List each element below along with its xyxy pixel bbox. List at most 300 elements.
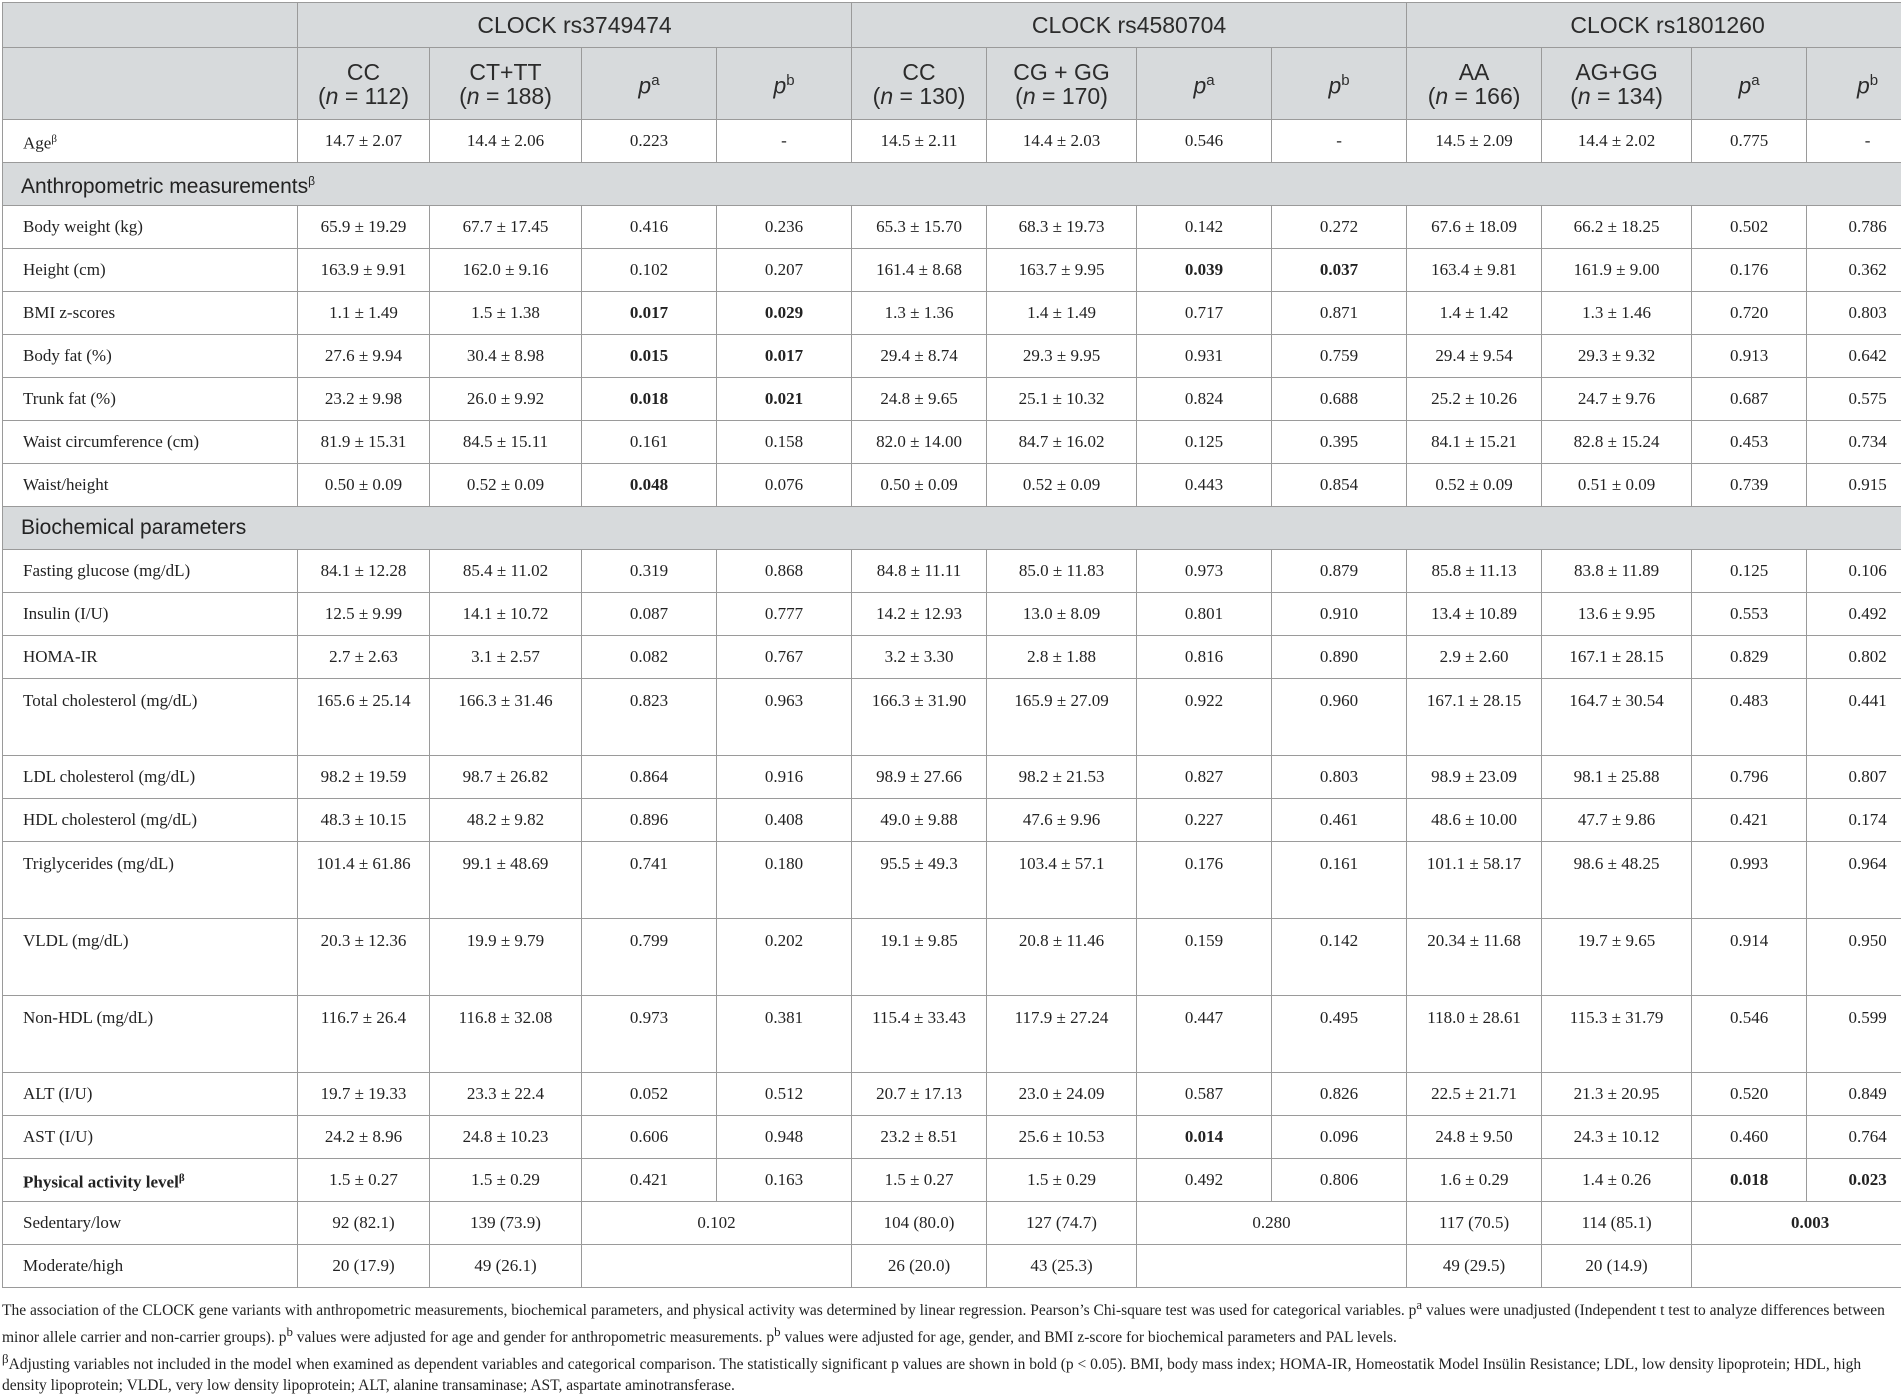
section-title — [3, 163, 1901, 206]
footnote-text-4: values were adjusted for age, gender, and BMI z-score for biochemical parameters and PAL levels. — [781, 1329, 1397, 1346]
p-value-cell: 0.039 — [1137, 249, 1272, 292]
row-label-text: Waist/height — [23, 475, 109, 494]
data-cell: 0.51 ± 0.09 — [1542, 464, 1692, 507]
p-value-cell: 0.688 — [1272, 378, 1407, 421]
p-value-cell: 0.492 — [1807, 593, 1901, 636]
data-cell: 25.2 ± 10.26 — [1407, 378, 1542, 421]
data-cell: 115.4 ± 33.43 — [852, 996, 987, 1073]
p-value-cell: 0.142 — [1272, 919, 1407, 996]
p-value-cell: 0.803 — [1807, 292, 1901, 335]
data-cell: 101.1 ± 58.17 — [1407, 842, 1542, 919]
p-value-cell: 0.014 — [1137, 1116, 1272, 1159]
p-value-cell: 0.964 — [1807, 842, 1901, 919]
table-row — [3, 378, 1901, 421]
p-value-cell: 0.082 — [582, 636, 717, 679]
table-row — [3, 421, 1901, 464]
p-value-cell: 0.052 — [582, 1073, 717, 1116]
p-value-cell: 0.687 — [1692, 378, 1807, 421]
p-value-cell: 0.272 — [1272, 206, 1407, 249]
genotype-label: CC — [902, 59, 935, 85]
row-label-text: Body weight (kg) — [23, 217, 143, 236]
p-value-cell: 0.606 — [582, 1116, 717, 1159]
p-value-cell: 0.786 — [1807, 206, 1901, 249]
p-value-cell: 0.408 — [717, 799, 852, 842]
p-value-cell: 0.096 — [1272, 1116, 1407, 1159]
header-corner-2 — [3, 48, 298, 120]
p-value-cell: 0.734 — [1807, 421, 1901, 464]
data-cell: 24.2 ± 8.96 — [298, 1116, 430, 1159]
row-label — [3, 996, 298, 1073]
table-body — [3, 120, 1901, 1288]
data-cell: 99.1 ± 48.69 — [430, 842, 582, 919]
row-label-text: Body fat (%) — [23, 346, 112, 365]
data-cell: 81.9 ± 15.31 — [298, 421, 430, 464]
p-value-cell: 0.890 — [1272, 636, 1407, 679]
row-label-text: Fasting glucose (mg/dL) — [23, 561, 190, 580]
data-cell: 14.4 ± 2.06 — [430, 120, 582, 163]
p-value-cell: 0.914 — [1692, 919, 1807, 996]
data-cell: 101.4 ± 61.86 — [298, 842, 430, 919]
row-label-text: Trunk fat (%) — [23, 389, 116, 408]
data-cell: 127 (74.7) — [987, 1202, 1137, 1245]
data-cell: 19.9 ± 9.79 — [430, 919, 582, 996]
row-label — [3, 919, 298, 996]
data-cell: 82.8 ± 15.24 — [1542, 421, 1692, 464]
table-row — [3, 842, 1901, 919]
data-cell: 164.7 ± 30.54 — [1542, 679, 1692, 756]
table-row — [3, 919, 1901, 996]
data-cell: 48.6 ± 10.00 — [1407, 799, 1542, 842]
n-symbol: n — [1578, 83, 1591, 109]
p-value-cell: 0.963 — [717, 679, 852, 756]
n-symbol: n — [1023, 83, 1036, 109]
p-value-cell: 0.319 — [582, 550, 717, 593]
data-cell: 20.7 ± 17.13 — [852, 1073, 987, 1116]
table-row — [3, 335, 1901, 378]
data-cell: 1.5 ± 1.38 — [430, 292, 582, 335]
data-cell: 161.9 ± 9.00 — [1542, 249, 1692, 292]
data-cell: 65.9 ± 19.29 — [298, 206, 430, 249]
p-value-cell: 0.018 — [1692, 1159, 1807, 1202]
row-label — [3, 799, 298, 842]
column-header — [717, 48, 852, 120]
table-row — [3, 1116, 1901, 1159]
p-value-cell: 0.142 — [1137, 206, 1272, 249]
p-value-cell: 0.922 — [1137, 679, 1272, 756]
table-row — [3, 1073, 1901, 1116]
p-value-cell: - — [1272, 120, 1407, 163]
data-cell: 65.3 ± 15.70 — [852, 206, 987, 249]
p-value-cell: 0.421 — [1692, 799, 1807, 842]
data-cell: 114 (85.1) — [1542, 1202, 1692, 1245]
data-cell: 27.6 ± 9.94 — [298, 335, 430, 378]
data-cell: 24.3 ± 10.12 — [1542, 1116, 1692, 1159]
data-cell: 139 (73.9) — [430, 1202, 582, 1245]
p-value-cell: 0.441 — [1807, 679, 1901, 756]
p-symbol: p — [638, 73, 651, 99]
column-header: CC (n = 112) — [298, 48, 430, 120]
p-symbol: p — [1857, 73, 1870, 99]
p-value-cell: 0.759 — [1272, 335, 1407, 378]
section-title-text: Biochemical parameters — [21, 516, 246, 539]
row-label-text: Physical activity level — [23, 1172, 179, 1191]
data-cell: 68.3 ± 19.73 — [987, 206, 1137, 249]
data-cell: 85.4 ± 11.02 — [430, 550, 582, 593]
data-cell: 14.4 ± 2.03 — [987, 120, 1137, 163]
p-value-cell: 0.176 — [1692, 249, 1807, 292]
section-title-text: Anthropometric measurements — [21, 175, 308, 198]
data-cell: 24.8 ± 9.65 — [852, 378, 987, 421]
group-header-rs4580704: CLOCK rs4580704 — [852, 3, 1407, 48]
p-value-cell: 0.223 — [582, 120, 717, 163]
p-value-cell: 0.796 — [1692, 756, 1807, 799]
p-value-cell: 0.720 — [1692, 292, 1807, 335]
data-cell: 49 (29.5) — [1407, 1245, 1542, 1288]
p-value-cell: 0.960 — [1272, 679, 1407, 756]
p-value-cell: 0.520 — [1692, 1073, 1807, 1116]
column-header: AG+GG (n = 134) — [1542, 48, 1692, 120]
group-header-rs3749474: CLOCK rs3749474 — [298, 3, 852, 48]
column-header: CT+TT (n = 188) — [430, 48, 582, 120]
p-value-cell: 0.916 — [717, 756, 852, 799]
p-value-cell: 0.453 — [1692, 421, 1807, 464]
data-cell: 98.2 ± 21.53 — [987, 756, 1137, 799]
genotype-label: CT+TT — [469, 59, 541, 85]
p-value-cell: 0.948 — [717, 1116, 852, 1159]
p-value-cell: 0.161 — [582, 421, 717, 464]
data-cell: 48.2 ± 9.82 — [430, 799, 582, 842]
data-cell: 92 (82.1) — [298, 1202, 430, 1245]
data-cell: 98.2 ± 19.59 — [298, 756, 430, 799]
p-value-cell: 0.799 — [582, 919, 717, 996]
p-value-cell: 0.777 — [717, 593, 852, 636]
p-value-cell: 0.125 — [1692, 550, 1807, 593]
p-value-cell: 0.163 — [717, 1159, 852, 1202]
p-symbol: p — [1193, 73, 1206, 99]
data-cell: 2.7 ± 2.63 — [298, 636, 430, 679]
header-corner — [3, 3, 298, 48]
p-value-cell: 0.018 — [582, 378, 717, 421]
column-header — [1137, 48, 1272, 120]
data-cell: 19.7 ± 19.33 — [298, 1073, 430, 1116]
p-value-cell: 0.816 — [1137, 636, 1272, 679]
section-header-row — [3, 163, 1901, 206]
p-value-cell: 0.395 — [1272, 421, 1407, 464]
p-value-cell: 0.421 — [582, 1159, 717, 1202]
p-value-cell — [1692, 1245, 1901, 1288]
table-row — [3, 206, 1901, 249]
data-cell: 19.1 ± 9.85 — [852, 919, 987, 996]
data-cell: 47.7 ± 9.86 — [1542, 799, 1692, 842]
p-value-cell: 0.207 — [717, 249, 852, 292]
data-cell: 116.7 ± 26.4 — [298, 996, 430, 1073]
row-label-text: BMI z-scores — [23, 303, 115, 322]
footnote-text-5: Adjusting variables not included in the model when examined as dependent variables and categorical comparison. The statistically significant p values are shown in bold (p < 0.05). BMI, body mass index; HOMA-IR, Homeostatik Model Insülin Resistance; LDL, low density lipoprotein; HDL, high density lipoprotein; VLDL, very low density lipoprotein; ALT, alanine transaminase; AST, aspartate aminotransferase. — [2, 1356, 1861, 1394]
p-superscript: a — [1206, 72, 1214, 89]
data-cell: 98.6 ± 48.25 — [1542, 842, 1692, 919]
row-label — [3, 1073, 298, 1116]
sample-size: 134 — [1617, 83, 1655, 109]
column-header: CG + GG (n = 170) — [987, 48, 1137, 120]
data-cell: 1.3 ± 1.46 — [1542, 292, 1692, 335]
p-value-cell: 0.023 — [1807, 1159, 1901, 1202]
data-cell: 163.9 ± 9.91 — [298, 249, 430, 292]
table-row — [3, 249, 1901, 292]
p-value-cell: 0.502 — [1692, 206, 1807, 249]
footnote-text-2: values were unadjusted (Independent t test to analyze differences between minor allele carrier and non-carrier groups). p — [2, 1302, 1885, 1346]
p-value-cell: 0.416 — [582, 206, 717, 249]
row-label — [3, 1159, 298, 1202]
p-value-cell: - — [1807, 120, 1901, 163]
data-cell: 95.5 ± 49.3 — [852, 842, 987, 919]
p-value-cell: 0.829 — [1692, 636, 1807, 679]
data-cell: 1.5 ± 0.27 — [298, 1159, 430, 1202]
data-cell: 0.52 ± 0.09 — [987, 464, 1137, 507]
data-cell: 1.5 ± 0.29 — [430, 1159, 582, 1202]
p-value-cell: 0.739 — [1692, 464, 1807, 507]
data-cell: 49.0 ± 9.88 — [852, 799, 987, 842]
p-value-cell: 0.854 — [1272, 464, 1407, 507]
data-cell: 2.8 ± 1.88 — [987, 636, 1137, 679]
p-value-cell: 0.587 — [1137, 1073, 1272, 1116]
p-superscript: a — [651, 72, 659, 89]
p-value-cell: 0.460 — [1692, 1116, 1807, 1159]
p-value-cell: - — [717, 120, 852, 163]
p-value-cell: 0.910 — [1272, 593, 1407, 636]
p-value-cell: 0.575 — [1807, 378, 1901, 421]
p-value-cell: 0.764 — [1807, 1116, 1901, 1159]
p-value-cell: 0.227 — [1137, 799, 1272, 842]
data-cell: 26.0 ± 9.92 — [430, 378, 582, 421]
p-value-cell: 0.102 — [582, 1202, 852, 1245]
row-label-text: VLDL (mg/dL) — [23, 931, 129, 950]
data-cell: 83.8 ± 11.89 — [1542, 550, 1692, 593]
genotype-label: CG + GG — [1013, 59, 1110, 85]
data-cell: 117 (70.5) — [1407, 1202, 1542, 1245]
footnote-sup-a: a — [1416, 1297, 1422, 1312]
data-cell: 163.7 ± 9.95 — [987, 249, 1137, 292]
data-cell: 82.0 ± 14.00 — [852, 421, 987, 464]
row-label — [3, 550, 298, 593]
data-cell: 84.5 ± 15.11 — [430, 421, 582, 464]
data-cell: 29.4 ± 8.74 — [852, 335, 987, 378]
row-label — [3, 120, 298, 163]
p-symbol: p — [1328, 73, 1341, 99]
p-value-cell: 0.106 — [1807, 550, 1901, 593]
data-cell: 98.9 ± 23.09 — [1407, 756, 1542, 799]
row-label — [3, 756, 298, 799]
p-value-cell: 0.546 — [1692, 996, 1807, 1073]
data-cell: 22.5 ± 21.71 — [1407, 1073, 1542, 1116]
data-cell: 161.4 ± 8.68 — [852, 249, 987, 292]
data-cell: 43 (25.3) — [987, 1245, 1137, 1288]
data-cell: 14.4 ± 2.02 — [1542, 120, 1692, 163]
p-value-cell: 0.741 — [582, 842, 717, 919]
table-row — [3, 756, 1901, 799]
data-cell: 98.7 ± 26.82 — [430, 756, 582, 799]
data-cell: 1.3 ± 1.36 — [852, 292, 987, 335]
p-value-cell: 0.037 — [1272, 249, 1407, 292]
row-label-text: Triglycerides (mg/dL) — [23, 854, 174, 873]
p-value-cell: 0.864 — [582, 756, 717, 799]
data-cell: 0.50 ± 0.09 — [298, 464, 430, 507]
table-figure — [2, 2, 1898, 1396]
row-label-text: Non-HDL (mg/dL) — [23, 1008, 153, 1027]
p-value-cell: 0.447 — [1137, 996, 1272, 1073]
p-value-cell: 0.553 — [1692, 593, 1807, 636]
table-row — [3, 679, 1901, 756]
column-header: AA (n = 166) — [1407, 48, 1542, 120]
p-value-cell: 0.512 — [717, 1073, 852, 1116]
p-value-cell: 0.973 — [1137, 550, 1272, 593]
row-label — [3, 842, 298, 919]
footnote-sup-b2: b — [774, 1324, 780, 1339]
section-header-row — [3, 507, 1901, 550]
p-value-cell: 0.802 — [1807, 636, 1901, 679]
table-row — [3, 1159, 1901, 1202]
p-value-cell: 0.546 — [1137, 120, 1272, 163]
data-cell: 117.9 ± 27.24 — [987, 996, 1137, 1073]
data-cell: 12.5 ± 9.99 — [298, 593, 430, 636]
genotype-label: AA — [1459, 59, 1490, 85]
data-cell: 167.1 ± 28.15 — [1542, 636, 1692, 679]
row-label-text: HDL cholesterol (mg/dL) — [23, 810, 197, 829]
row-label — [3, 679, 298, 756]
p-value-cell: 0.775 — [1692, 120, 1807, 163]
p-value-cell: 0.087 — [582, 593, 717, 636]
data-cell: 29.4 ± 9.54 — [1407, 335, 1542, 378]
p-value-cell: 0.717 — [1137, 292, 1272, 335]
p-value-cell: 0.021 — [717, 378, 852, 421]
table-row — [3, 996, 1901, 1073]
data-cell: 166.3 ± 31.90 — [852, 679, 987, 756]
row-label — [3, 1245, 298, 1288]
row-label — [3, 421, 298, 464]
data-cell: 30.4 ± 8.98 — [430, 335, 582, 378]
row-label — [3, 378, 298, 421]
p-symbol: p — [773, 73, 786, 99]
row-label — [3, 636, 298, 679]
p-value-cell: 0.076 — [717, 464, 852, 507]
p-value-cell: 0.824 — [1137, 378, 1272, 421]
p-value-cell: 0.176 — [1137, 842, 1272, 919]
footnote-text-1: The association of the CLOCK gene variants with anthropometric measurements, biochemical parameters, and physical activity was determined by linear regression. Pearson’s Chi-square test was used for categorical variables. p — [2, 1302, 1416, 1319]
p-superscript: b — [1341, 72, 1349, 89]
data-cell: 20.8 ± 11.46 — [987, 919, 1137, 996]
p-value-cell: 0.102 — [582, 249, 717, 292]
data-cell: 85.8 ± 11.13 — [1407, 550, 1542, 593]
p-value-cell: 0.913 — [1692, 335, 1807, 378]
data-cell: 67.7 ± 17.45 — [430, 206, 582, 249]
sample-size: 188 — [506, 83, 544, 109]
data-cell: 14.2 ± 12.93 — [852, 593, 987, 636]
p-value-cell: 0.807 — [1807, 756, 1901, 799]
p-value-cell: 0.642 — [1807, 335, 1901, 378]
column-header — [1692, 48, 1807, 120]
p-value-cell: 0.443 — [1137, 464, 1272, 507]
data-cell: 24.8 ± 9.50 — [1407, 1116, 1542, 1159]
data-cell: 3.2 ± 3.30 — [852, 636, 987, 679]
p-value-cell: 0.029 — [717, 292, 852, 335]
data-cell: 84.8 ± 11.11 — [852, 550, 987, 593]
data-cell: 1.4 ± 1.42 — [1407, 292, 1542, 335]
data-cell: 103.4 ± 57.1 — [987, 842, 1137, 919]
p-symbol: p — [1738, 73, 1751, 99]
row-label-text: Moderate/high — [23, 1256, 123, 1275]
p-value-cell: 0.495 — [1272, 996, 1407, 1073]
data-cell: 67.6 ± 18.09 — [1407, 206, 1542, 249]
p-value-cell: 0.896 — [582, 799, 717, 842]
p-value-cell: 0.161 — [1272, 842, 1407, 919]
data-cell: 163.4 ± 9.81 — [1407, 249, 1542, 292]
row-label — [3, 335, 298, 378]
genotype-label: CC — [347, 59, 380, 85]
data-cell: 1.4 ± 1.49 — [987, 292, 1137, 335]
data-cell: 25.6 ± 10.53 — [987, 1116, 1137, 1159]
data-cell: 23.2 ± 8.51 — [852, 1116, 987, 1159]
p-value-cell: 0.492 — [1137, 1159, 1272, 1202]
p-value-cell: 0.806 — [1272, 1159, 1407, 1202]
p-value-cell: 0.180 — [717, 842, 852, 919]
data-cell: 104 (80.0) — [852, 1202, 987, 1245]
p-value-cell: 0.868 — [717, 550, 852, 593]
data-cell: 23.0 ± 24.09 — [987, 1073, 1137, 1116]
n-symbol: n — [1435, 83, 1448, 109]
p-value-cell: 0.973 — [582, 996, 717, 1073]
row-label-text: LDL cholesterol (mg/dL) — [23, 767, 195, 786]
p-value-cell: 0.174 — [1807, 799, 1901, 842]
data-cell: 84.7 ± 16.02 — [987, 421, 1137, 464]
data-cell: 2.9 ± 2.60 — [1407, 636, 1542, 679]
table-row — [3, 464, 1901, 507]
table-row — [3, 1245, 1901, 1288]
data-cell: 48.3 ± 10.15 — [298, 799, 430, 842]
row-label — [3, 292, 298, 335]
footnote-sup-b1: b — [286, 1324, 292, 1339]
data-cell: 14.1 ± 10.72 — [430, 593, 582, 636]
table-footnote — [2, 1294, 1896, 1396]
data-cell: 14.5 ± 2.11 — [852, 120, 987, 163]
data-cell: 14.5 ± 2.09 — [1407, 120, 1542, 163]
p-value-cell: 0.599 — [1807, 996, 1901, 1073]
data-cell: 165.6 ± 25.14 — [298, 679, 430, 756]
column-header: CC (n = 130) — [852, 48, 987, 120]
table-row — [3, 1202, 1901, 1245]
footnote-sup-beta: β — [2, 1351, 9, 1366]
data-cell: 1.6 ± 0.29 — [1407, 1159, 1542, 1202]
table-row — [3, 550, 1901, 593]
row-label-text: Insulin (I/U) — [23, 604, 108, 623]
p-value-cell: 0.803 — [1272, 756, 1407, 799]
data-cell: 23.2 ± 9.98 — [298, 378, 430, 421]
p-value-cell: 0.461 — [1272, 799, 1407, 842]
data-cell: 14.7 ± 2.07 — [298, 120, 430, 163]
data-cell: 0.50 ± 0.09 — [852, 464, 987, 507]
column-header — [1272, 48, 1407, 120]
row-label — [3, 206, 298, 249]
p-value-cell: 0.849 — [1807, 1073, 1901, 1116]
n-symbol: n — [326, 83, 339, 109]
row-label-text: Height (cm) — [23, 260, 106, 279]
row-label — [3, 464, 298, 507]
row-label-text: Waist circumference (cm) — [23, 432, 199, 451]
table-header — [3, 3, 1901, 120]
p-value-cell: 0.931 — [1137, 335, 1272, 378]
sample-size: 166 — [1474, 83, 1512, 109]
data-cell: 84.1 ± 15.21 — [1407, 421, 1542, 464]
p-value-cell: 0.362 — [1807, 249, 1901, 292]
row-label-text: Total cholesterol (mg/dL) — [23, 691, 197, 710]
